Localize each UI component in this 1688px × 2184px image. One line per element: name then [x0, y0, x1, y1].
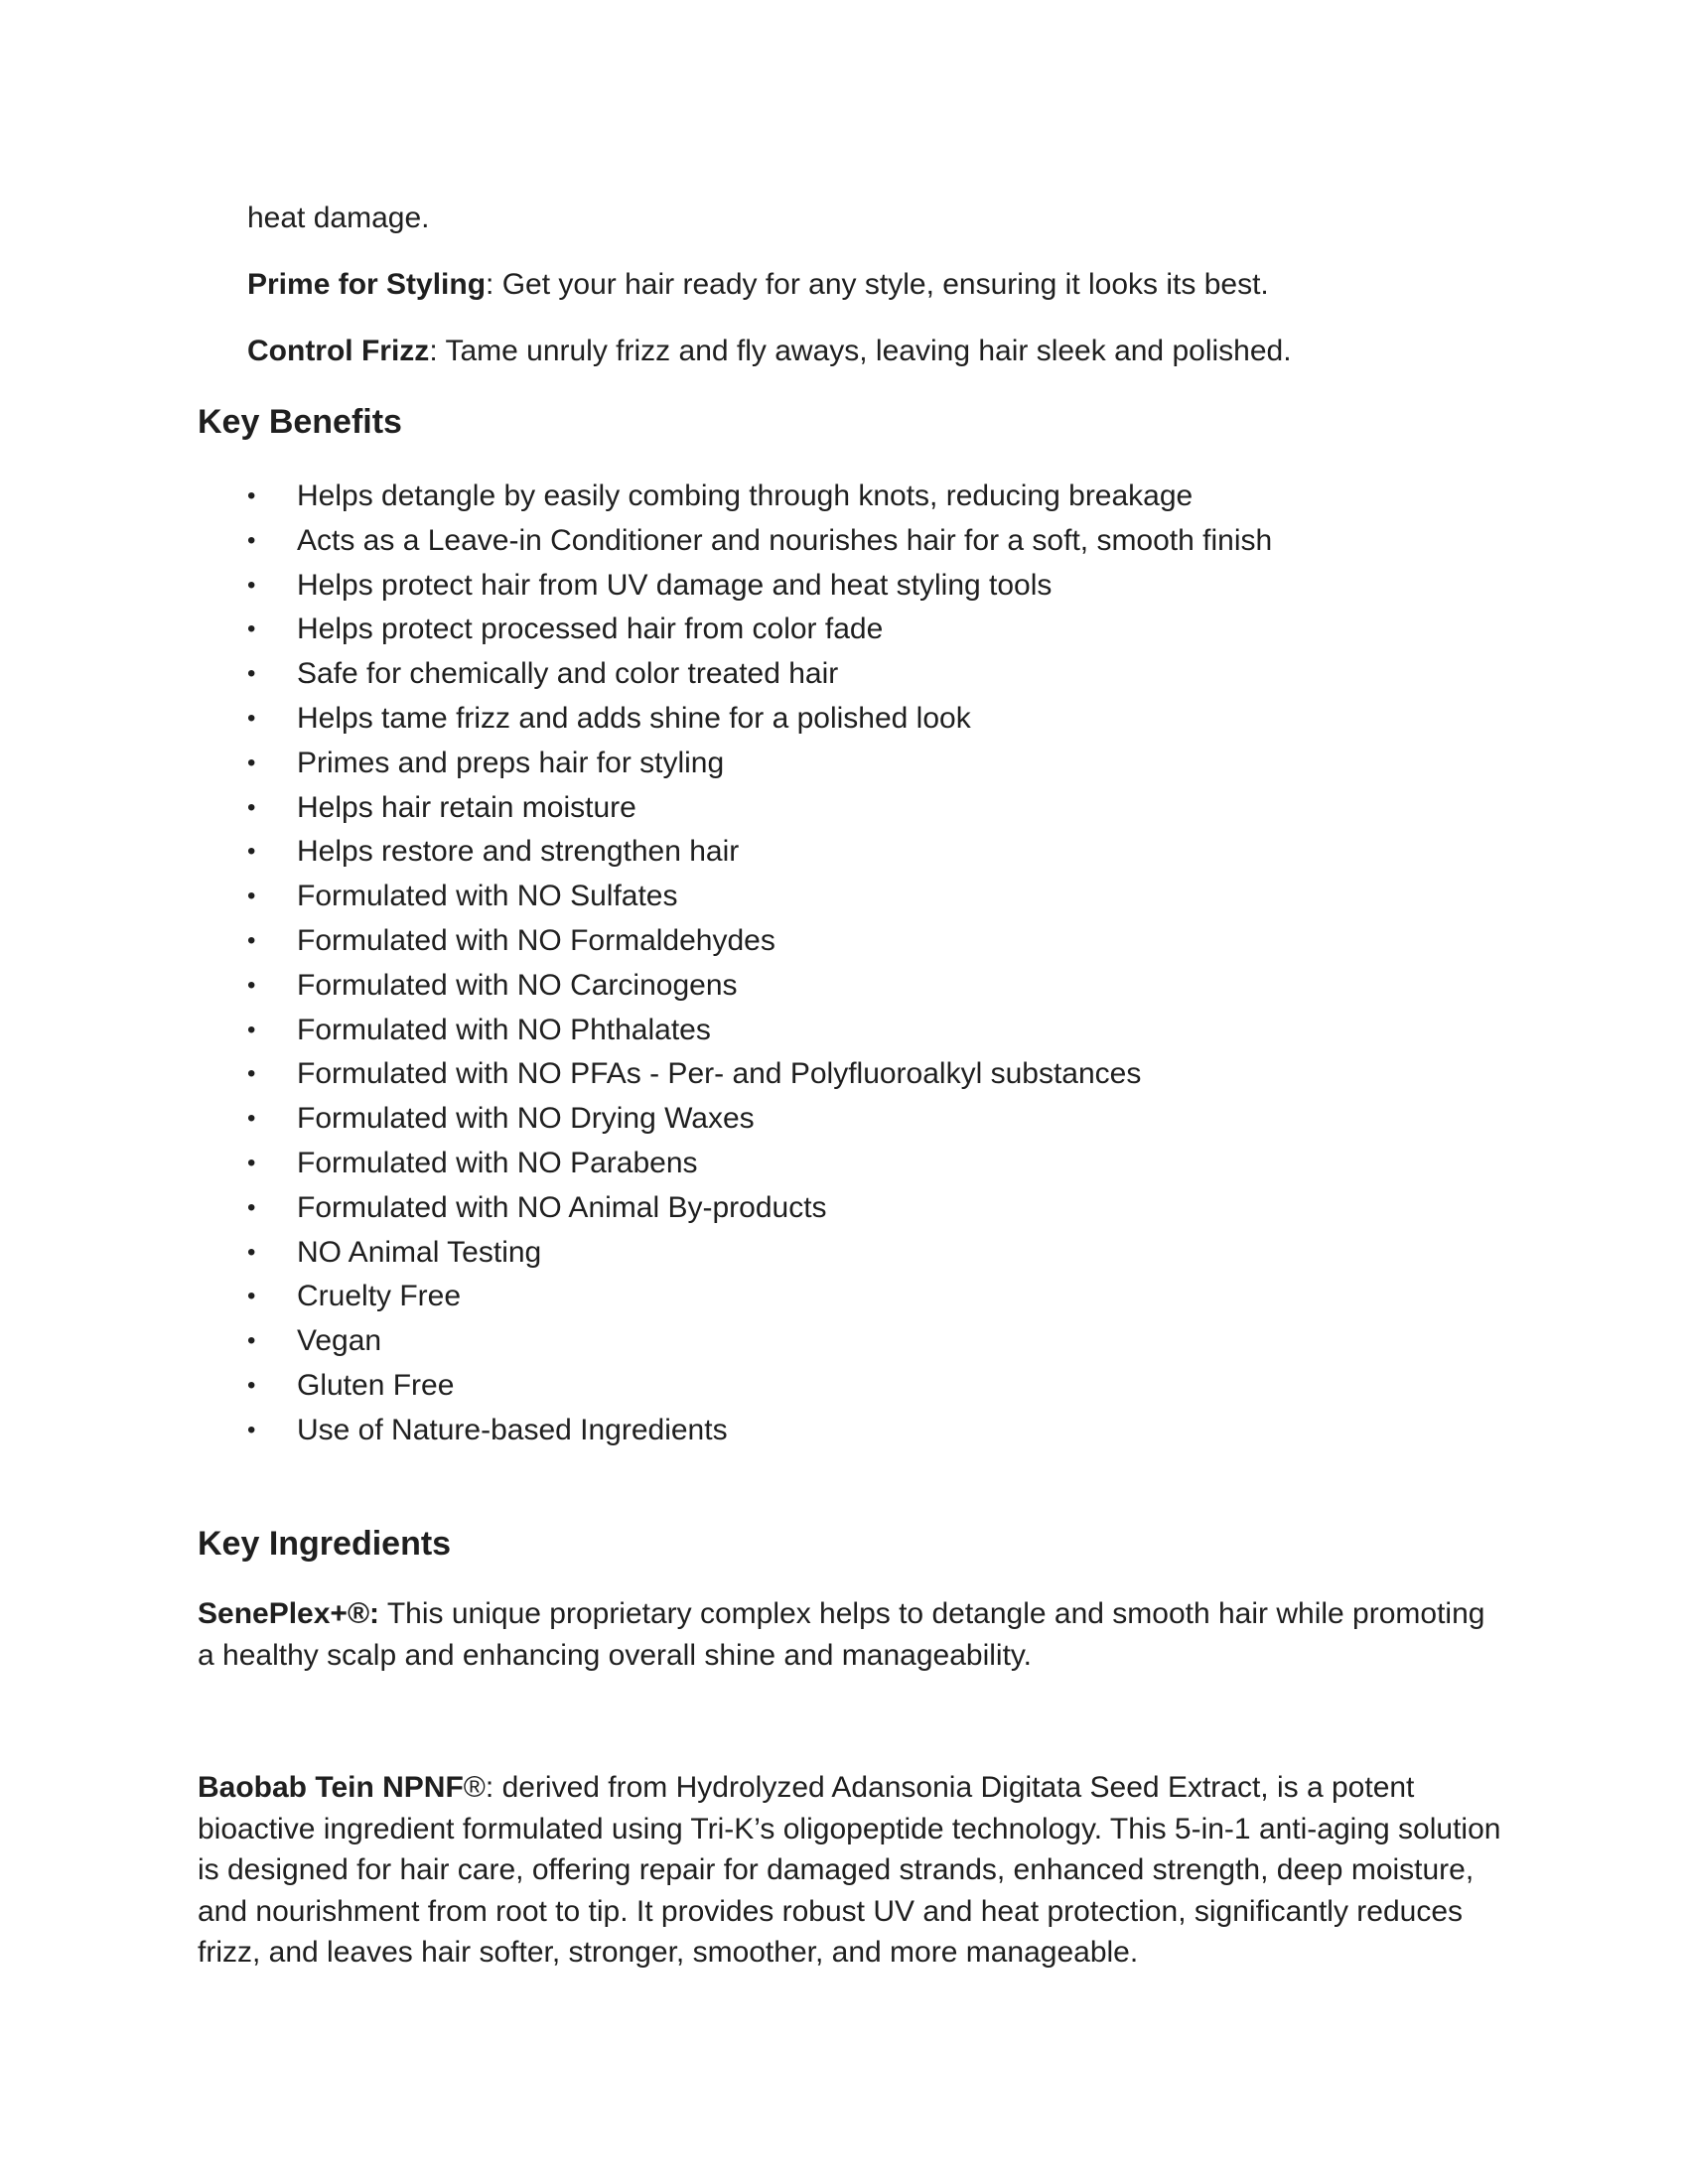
benefit-text: Acts as a Leave-in Conditioner and nourishes hair for a soft, smooth finish	[297, 523, 1273, 557]
benefit-text: Cruelty Free	[297, 1280, 462, 1313]
benefit-list-item	[247, 1231, 1538, 1276]
control-frizz-term: Control Frizz	[247, 335, 430, 367]
benefit-text: Formulated with NO Carcinogens	[297, 968, 738, 1002]
bullet-icon: •	[247, 1149, 256, 1176]
bullet-icon: •	[247, 1416, 256, 1443]
benefit-text: NO Animal Testing	[297, 1235, 542, 1269]
benefit-list-item	[247, 1186, 1538, 1231]
bullet-icon: •	[247, 704, 256, 732]
bullet-icon: •	[247, 571, 256, 599]
benefit-list-item	[247, 1319, 1538, 1364]
benefit-text: Helps tame frizz and adds shine for a polished look	[297, 701, 971, 735]
benefit-text: Formulated with NO Parabens	[297, 1146, 698, 1179]
benefit-text: Vegan	[297, 1324, 382, 1358]
benefit-list-item	[247, 742, 1538, 786]
bullet-icon: •	[247, 749, 256, 776]
benefit-list-item	[247, 475, 1538, 519]
benefit-text: Helps detangle by easily combing through knots, reducing breakage	[297, 479, 1194, 512]
benefit-list-item	[247, 786, 1538, 831]
benefit-list-item	[247, 830, 1538, 875]
bullet-icon: •	[247, 926, 256, 954]
bullet-icon: •	[247, 1016, 256, 1043]
bullet-icon: •	[247, 1238, 256, 1266]
benefit-text: Helps hair retain moisture	[297, 790, 636, 824]
benefit-list-item	[247, 608, 1538, 652]
benefit-text: Helps protect hair from UV damage and heat styling tools	[297, 568, 1053, 602]
benefit-list-item	[247, 697, 1538, 742]
benefit-text: Gluten Free	[297, 1368, 455, 1402]
benefit-list-item	[247, 964, 1538, 1009]
continuation-line: heat damage.	[247, 202, 430, 234]
bullet-icon: •	[247, 1327, 256, 1355]
benefit-list-item	[247, 1275, 1538, 1319]
benefit-text: Formulated with NO Phthalates	[297, 1013, 711, 1046]
prime-for-styling-term: Prime for Styling	[247, 268, 487, 301]
bullet-icon: •	[247, 1193, 256, 1221]
benefit-text: Primes and preps hair for styling	[297, 746, 725, 779]
control-frizz-paragraph	[247, 332, 1538, 371]
seneplex-term: SenePlex+®:	[198, 1597, 380, 1630]
benefit-text: Formulated with NO Sulfates	[297, 880, 678, 913]
benefit-list-item	[247, 564, 1538, 609]
benefit-list-item	[247, 1009, 1538, 1053]
control-frizz-text: : Tame unruly frizz and fly aways, leaving hair sleek and polished.	[429, 335, 1292, 367]
benefit-text: Helps restore and strengthen hair	[297, 835, 740, 869]
benefit-list-item	[247, 652, 1538, 697]
bullet-icon: •	[247, 793, 256, 821]
bullet-icon: •	[247, 482, 256, 509]
benefit-text: Helps protect processed hair from color fade	[297, 613, 884, 646]
bullet-icon: •	[247, 660, 256, 688]
key-ingredients-heading: Key Ingredients	[198, 1525, 452, 1563]
prime-for-styling-text: : Get your hair ready for any style, ensuring it looks its best.	[486, 268, 1269, 301]
baobab-paragraph	[198, 1767, 1508, 1974]
bullet-icon: •	[247, 1371, 256, 1399]
key-benefits-heading: Key Benefits	[198, 403, 402, 441]
bullet-icon: •	[247, 1060, 256, 1088]
benefit-list-item	[247, 1142, 1538, 1186]
baobab-text: ®: derived from Hydrolyzed Adansonia Digitata Seed Extract, is a potent bioactive ingredient formulated using Tri-K’s oligopeptide technology. This 5-in-1 anti-aging solution is designed for hair care, offering repair for damaged strands, enhanced strength, deep moisture, and nourishment from root to tip. It provides robust UV and heat protection, significantly reduces frizz, and leaves hair softer, stronger, smoother, and more manageable.	[198, 1771, 1501, 1969]
key-benefits-list	[247, 475, 1538, 1453]
bullet-icon: •	[247, 615, 256, 643]
benefit-text: Use of Nature-based Ingredients	[297, 1413, 728, 1446]
bullet-icon: •	[247, 526, 256, 554]
bullet-icon: •	[247, 1283, 256, 1310]
bullet-icon: •	[247, 838, 256, 866]
seneplex-text: This unique proprietary complex helps to detangle and smooth hair while promoting a healthy scalp and enhancing overall shine and manageability.	[198, 1597, 1485, 1672]
bullet-icon: •	[247, 1105, 256, 1133]
benefit-list-item	[247, 1409, 1538, 1453]
bullet-icon: •	[247, 883, 256, 910]
benefit-text: Formulated with NO Drying Waxes	[297, 1102, 755, 1136]
seneplex-paragraph	[198, 1593, 1508, 1676]
bullet-icon: •	[247, 971, 256, 999]
benefit-text: Formulated with NO Formaldehydes	[297, 923, 775, 957]
benefit-text: Formulated with NO Animal By-products	[297, 1190, 827, 1224]
benefit-text: Formulated with NO PFAs - Per- and Polyfluoroalkyl substances	[297, 1057, 1142, 1091]
prime-for-styling-paragraph	[247, 265, 1538, 305]
baobab-term: Baobab Tein NPNF	[198, 1771, 464, 1804]
continuation-text	[247, 199, 1538, 238]
benefit-list-item	[247, 919, 1538, 964]
benefit-list-item	[247, 875, 1538, 919]
benefit-list-item	[247, 1364, 1538, 1409]
benefit-list-item	[247, 1052, 1538, 1097]
benefit-text: Safe for chemically and color treated hair	[297, 657, 839, 691]
benefit-list-item	[247, 519, 1538, 564]
benefit-list-item	[247, 1097, 1538, 1142]
